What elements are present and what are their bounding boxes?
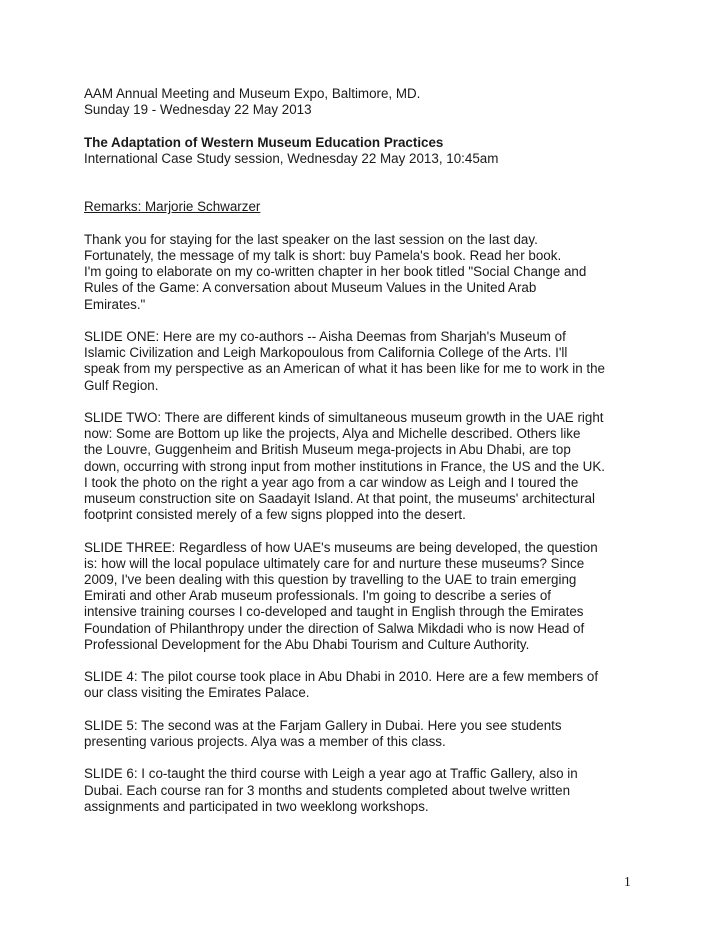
session-title: The Adaptation of Western Museum Education Practices	[84, 134, 444, 150]
paragraph-line: Gulf Region.	[84, 377, 159, 393]
paragraph-line: is: how will the local populace ultimately care for and nurture these museums? Since	[84, 555, 585, 571]
remarks-label: Remarks: Marjorie Schwarzer	[84, 199, 261, 215]
paragraph-line: I'm going to elaborate on my co-written chapter in her book titled "Social Change and	[84, 264, 587, 280]
paragraph-line: Emirati and other Arab museum professionals. I'm going to describe a series of	[84, 588, 551, 604]
document-body	[84, 86, 644, 831]
paragraph-line: Thank you for staying for the last speaker on the last session on the last day.	[84, 231, 538, 247]
paragraph-line: speak from my perspective as an American of what it has been like for me to work in the	[84, 361, 605, 377]
paragraph-line: museum construction site on Saadayit Island. At that point, the museums' architectural	[84, 490, 595, 506]
body-paragraph	[84, 329, 644, 394]
event-header	[84, 86, 644, 118]
session-subtitle: International Case Study session, Wednesday 22 May 2013, 10:45am	[84, 150, 499, 166]
paragraph-line: the Louvre, Guggenheim and British Museum mega-projects in Abu Dhabi, are top	[84, 442, 571, 458]
body-paragraph	[84, 766, 644, 815]
paragraph-line: SLIDE 6: I co-taught the third course with Leigh a year ago at Traffic Gallery, also in	[84, 766, 578, 782]
page-number: 1	[624, 874, 631, 889]
body-paragraph	[84, 540, 644, 653]
paragraph-line: footprint consisted merely of a few signs plopped into the desert.	[84, 507, 466, 523]
body-paragraph	[84, 232, 644, 313]
paragraph-line: 2009, I've been dealing with this question by travelling to the UAE to train emerging	[84, 571, 577, 587]
paragraph-line: SLIDE ONE: Here are my co-authors -- Aisha Deemas from Sharjah's Museum of	[84, 328, 566, 344]
paragraph-line: Professional Development for the Abu Dhabi Tourism and Culture Authority.	[84, 636, 530, 652]
event-dates-line: Sunday 19 - Wednesday 22 May 2013	[84, 102, 312, 118]
body-paragraph	[84, 410, 644, 523]
paragraph-line: Fortunately, the message of my talk is short: buy Pamela's book. Read her book.	[84, 247, 562, 263]
paragraph-line: Islamic Civilization and Leigh Markopoulous from California College of the Arts. I'll	[84, 345, 568, 361]
spacer	[84, 183, 644, 199]
body-paragraph	[84, 669, 644, 701]
paragraph-line: Emirates."	[84, 296, 146, 312]
paragraph-line: Dubai. Each course ran for 3 months and students completed about twelve written	[84, 782, 571, 798]
paragraph-line: Rules of the Game: A conversation about Museum Values in the United Arab	[84, 280, 537, 296]
body-paragraph	[84, 718, 644, 750]
session-header	[84, 135, 644, 167]
paragraph-line: presenting various projects. Alya was a member of this class.	[84, 733, 446, 749]
paragraph-line: SLIDE 4: The pilot course took place in Abu Dhabi in 2010. Here are a few members of	[84, 669, 599, 685]
paragraph-line: our class visiting the Emirates Palace.	[84, 685, 310, 701]
paragraph-line: intensive training courses I co-developed and taught in English through the Emirates	[84, 604, 584, 620]
paragraph-line: assignments and participated in two weeklong workshops.	[84, 798, 429, 814]
paragraph-list	[84, 232, 644, 815]
paragraph-line: down, occurring with strong input from mother institutions in France, the US and the UK.	[84, 458, 605, 474]
remarks-heading	[84, 199, 644, 215]
paragraph-line: SLIDE TWO: There are different kinds of simultaneous museum growth in the UAE right	[84, 409, 604, 425]
paragraph-line: Foundation of Philanthropy under the direction of Salwa Mikdadi who is now Head of	[84, 620, 585, 636]
paragraph-line: now: Some are Bottom up like the projects, Alya and Michelle described. Others like	[84, 426, 581, 442]
paragraph-line: SLIDE THREE: Regardless of how UAE's museums are being developed, the question	[84, 539, 598, 555]
paragraph-line: I took the photo on the right a year ago from a car window as Leigh and I toured the	[84, 474, 579, 490]
event-title-line: AAM Annual Meeting and Museum Expo, Baltimore, MD.	[84, 86, 421, 101]
paragraph-line: SLIDE 5: The second was at the Farjam Gallery in Dubai. Here you see students	[84, 717, 562, 733]
